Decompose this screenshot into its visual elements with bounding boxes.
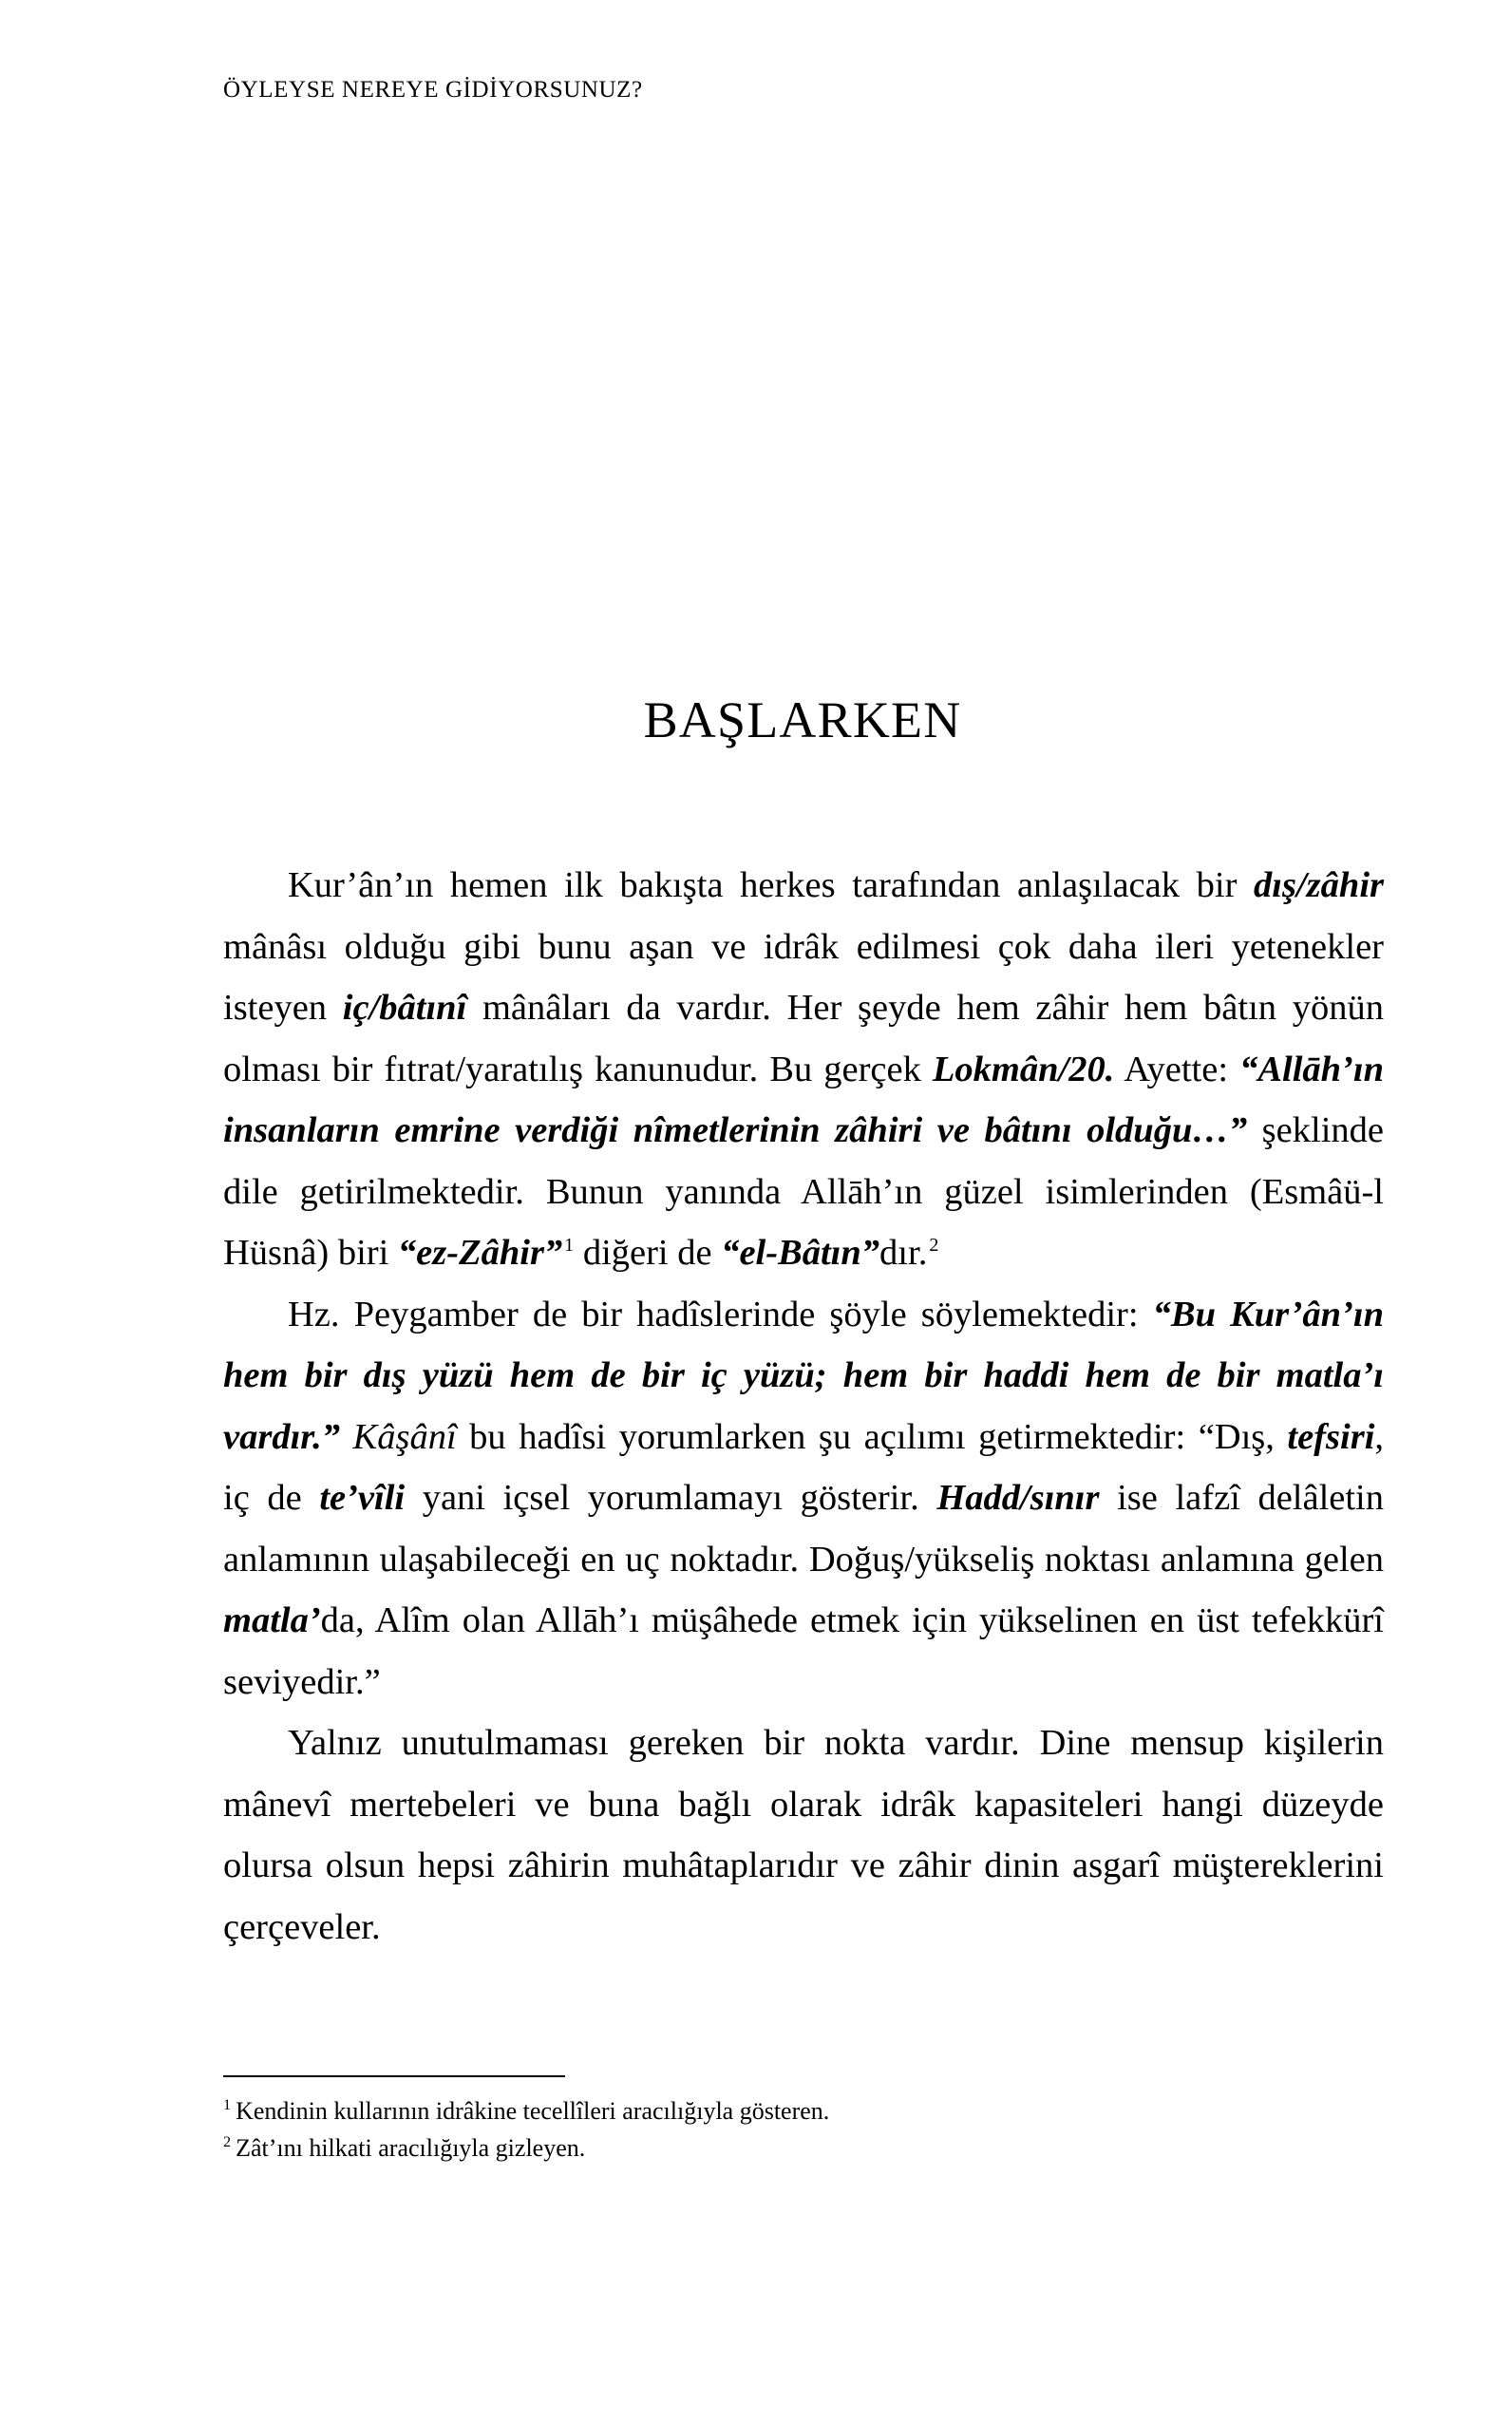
p1-term-ez-zahir: “ez-Zâhir” — [397, 1233, 563, 1273]
footnotes-section — [223, 2075, 1384, 2167]
p2-term-hadd-sinir: Hadd/sınır — [936, 1478, 1100, 1518]
p1-seg9: şeklinde dile getirilmektedir. Bunun yanında Allāh’ın güzel isimlerinden (Esmâü-l Hüsnâ) biri — [223, 1110, 1384, 1273]
p1-quote-verse: “Allāh’ın insanların emrine verdiği nîmetlerinin zâhiri ve bâtını olduğu…” — [223, 1049, 1384, 1150]
page-title: BAŞLARKEN — [643, 691, 962, 748]
p2-seg4: bu hadîsi yorumlarken şu açılımı getirmektedir: “Dış, — [456, 1416, 1288, 1457]
p1-seg7: Ayette: — [1114, 1049, 1240, 1089]
p3-seg1: Yalnız unutulmaması gereken bir nokta vardır. Dine mensup kişilerin mânevî mertebeleri ve buna bağlı olarak idrâk kapasiteleri hangi düzeyde olursa olsun hepsi zâhirin muhâtaplarıdır ve zâhir dinin asgarî müştereklerini çerçeveler. — [223, 1723, 1384, 1947]
running-head-text: ÖYLEYSE NEREYE GİDİYORSUNUZ? — [223, 77, 643, 103]
footnote-text-2: Zât’ını hilkati aracılığıyla gizleyen. — [236, 2134, 586, 2162]
paragraph-1 — [223, 855, 1384, 1284]
footnote-ref-1[interactable]: 1 — [564, 1235, 575, 1257]
p1-ref-lokman: Lokmân/20. — [932, 1049, 1115, 1089]
footnote-text-1: Kendinin kullarının idrâkine tecellîleri aracılığıyla gösteren. — [236, 2097, 830, 2125]
body-text — [223, 855, 1384, 1958]
p2-seg1: Hz. Peygamber de bir hadîslerinde şöyle söylemektedir: — [288, 1294, 1153, 1334]
p2-seg10: ise lafzî delâletin anlamının ulaşabileceği en uç noktadır. Doğuş/yükseliş noktası anlamına gelen — [223, 1478, 1384, 1580]
p1-seg5: mânâları da vardır. Her şeyde hem zâhir hem bâtın yönün olması bir fıtrat/yaratılış kanunudur. Bu gerçek — [223, 988, 1384, 1089]
p1-term-ic-batini: iç/bâtınî — [342, 988, 467, 1028]
footnote-separator-rule — [223, 2075, 565, 2077]
running-head — [223, 78, 1382, 102]
p1-seg3: mânâsı olduğu gibi bunu aşan ve idrâk edilmesi çok daha ileri yetenekler isteyen — [223, 926, 1384, 1028]
p2-term-tevili: te’vîli — [319, 1478, 406, 1518]
footnote-item-1 — [223, 2092, 1384, 2129]
p2-seg8: yani içsel yorumlamayı gösterir. — [405, 1478, 937, 1518]
p2-term-tefsiri: tefsiri — [1287, 1416, 1375, 1457]
footnote-ref-2[interactable]: 2 — [929, 1235, 939, 1257]
p1-seg12: diğeri de — [574, 1233, 722, 1273]
p1-seg14: dır. — [879, 1233, 928, 1273]
footnote-marker-1: 1 — [223, 2097, 232, 2114]
p1-term-el-batin: “el-Bâtın” — [721, 1233, 880, 1273]
paragraph-3 — [223, 1712, 1384, 1958]
paragraph-2 — [223, 1284, 1384, 1713]
footnote-marker-2: 2 — [223, 2134, 232, 2151]
p2-term-matla: matla’ — [223, 1600, 321, 1640]
p2-seg12: da, Alîm olan Allāh’ı müşâhede etmek için yükselinen en üst tefekkürî seviyedir.” — [223, 1600, 1384, 1702]
p2-seg6: , iç de — [223, 1416, 1385, 1518]
footnote-item-2 — [223, 2129, 1384, 2167]
p1-seg1: Kur’ân’ın hemen ilk bakışta herkes tarafından anlaşılacak bir — [288, 865, 1255, 905]
p2-name-kasani: Kâşânî — [340, 1416, 457, 1457]
p2-quote-hadith: “Bu Kur’ân’ın hem bir dış yüzü hem de bir iç yüzü; hem bir haddi hem de bir matla’ı vardır.” — [223, 1294, 1384, 1457]
p1-term-dis-zahir: dış/zâhir — [1254, 865, 1384, 905]
